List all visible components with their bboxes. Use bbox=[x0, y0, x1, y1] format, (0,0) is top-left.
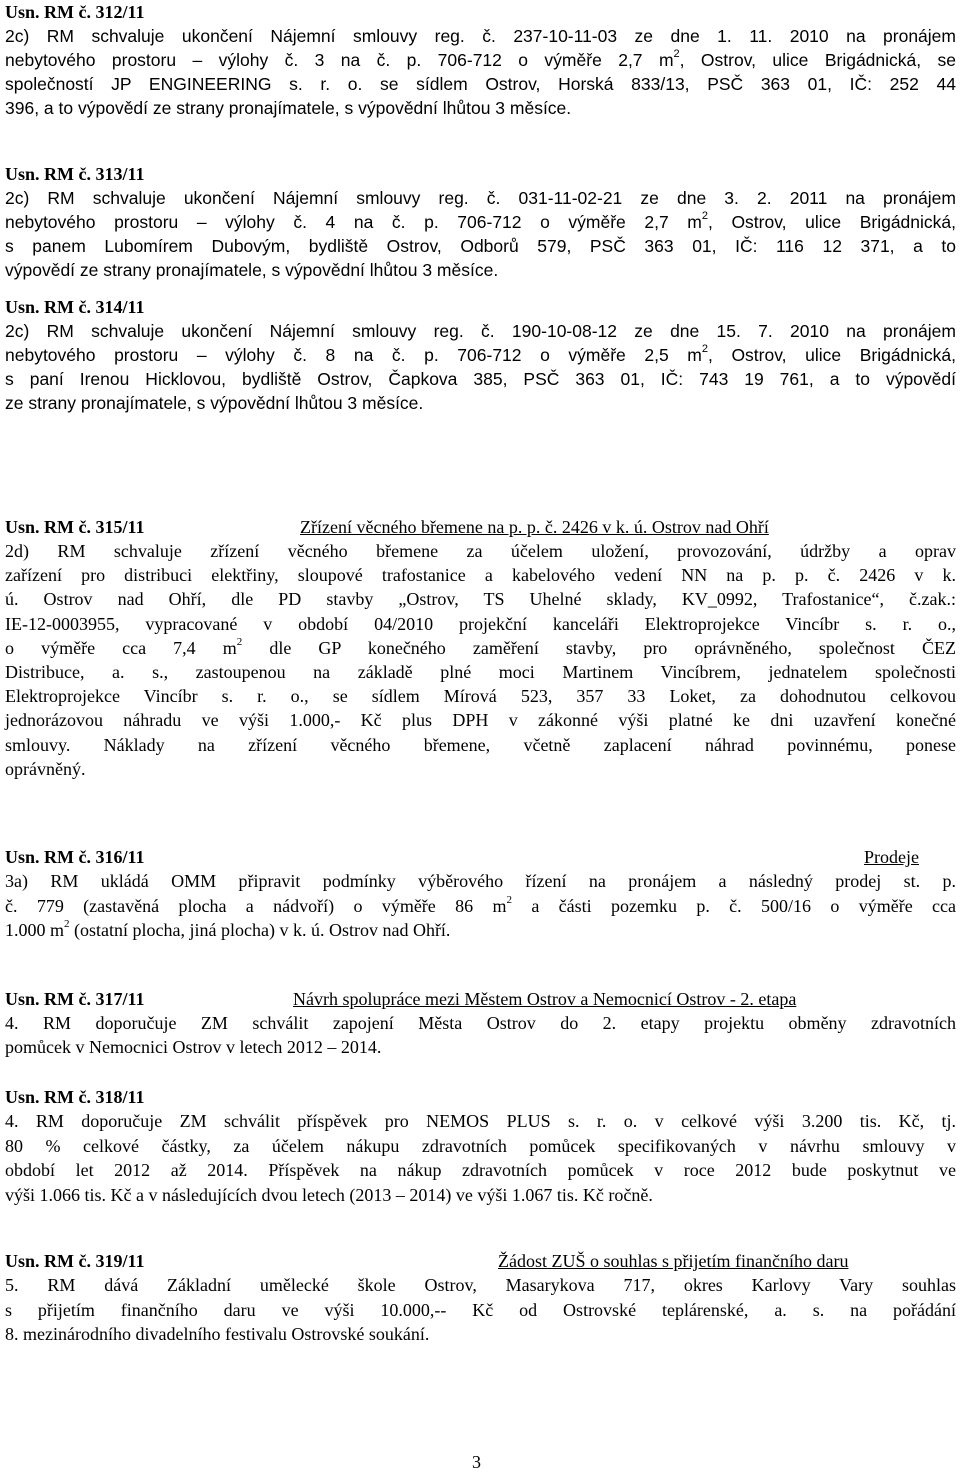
text-run: ú. Ostrov nad Ohří, dle PD stavby „Ostrov, TS Uhelné sklady, KV_0992, Trafostanice“, č.zak.: bbox=[5, 589, 956, 610]
resolution-text-line bbox=[5, 1134, 956, 1158]
superscript: 2 bbox=[701, 210, 708, 223]
resolution-text-line bbox=[5, 869, 956, 893]
resolution-text-line bbox=[5, 1158, 956, 1182]
resolution-text-line bbox=[5, 587, 956, 611]
resolution-text-line bbox=[5, 612, 956, 636]
resolution-topic: Žádost ZUŠ o souhlas s přijetím finančního daru bbox=[498, 1251, 849, 1271]
text-run: 8. mezinárodního divadelního festivalu Ostrovské soukání. bbox=[5, 1324, 430, 1344]
resolution-number: Usn. RM č. 316/11 bbox=[5, 847, 145, 867]
resolution-header bbox=[5, 1249, 956, 1273]
resolution-text-line bbox=[5, 24, 956, 48]
text-run: nebytového prostoru – výlohy č. 4 na č. p. 706-712 o výměře 2,7 m bbox=[5, 212, 702, 232]
resolution-text-line bbox=[5, 96, 956, 120]
resolution-topic: Zřízení věcného břemene na p. p. č. 2426 v k. ú. Ostrov nad Ohří bbox=[300, 517, 769, 537]
resolution-text-line bbox=[5, 757, 956, 781]
text-run: období let 2012 až 2014. Příspěvek na nákup zdravotních pomůcek v roce 2012 bude poskytnut ve bbox=[5, 1160, 956, 1180]
resolution-text-line bbox=[5, 1183, 956, 1207]
text-run: 5. RM dává Základní umělecké škole Ostrov, Masarykova 717, okres Karlovy Vary souhlas bbox=[5, 1275, 956, 1295]
text-run: 2c) RM schvaluje ukončení Nájemní smlouvy reg. č. 190-10-08-12 ze dne 15. 7. 2010 na pronájem bbox=[5, 321, 956, 341]
resolution-text-line bbox=[5, 660, 956, 684]
resolution-number: Usn. RM č. 312/11 bbox=[5, 2, 145, 22]
text-run: nebytového prostoru – výlohy č. 3 na č. p. 706-712 o výměře 2,7 m bbox=[5, 50, 674, 70]
resolution-header bbox=[5, 162, 956, 186]
resolution-number: Usn. RM č. 315/11 bbox=[5, 517, 145, 537]
resolution-header bbox=[5, 987, 956, 1011]
text-run: IE-12-0003955, vypracované v období 04/2010 projekční kanceláři Elektroprojekce Vincíbr s. r. o., bbox=[5, 613, 956, 634]
resolution-number: Usn. RM č. 317/11 bbox=[5, 989, 145, 1009]
resolution-text-line bbox=[5, 367, 956, 391]
resolution-text-line bbox=[5, 258, 956, 282]
resolution-text-line bbox=[5, 72, 956, 96]
text-run: ze strany pronajímatele, s výpovědní lhůtou 3 měsíce. bbox=[5, 393, 424, 413]
text-run: Elektroprojekce Vincíbr s. r. o., se sídlem Mírová 523, 357 33 Loket, za dohodnutou celkovou bbox=[5, 686, 956, 707]
resolution-text-line bbox=[5, 210, 956, 234]
resolution-header bbox=[5, 295, 956, 319]
text-run: 3a) RM ukládá OMM připravit podmínky výběrového řízení na pronájem a následný prodej st. p. bbox=[5, 871, 956, 891]
text-run: smlouvy. Náklady na zřízení věcného břemene, včetně zaplacení náhrad povinnému, ponese bbox=[5, 734, 956, 755]
text-run: výpovědí ze strany pronajímatele, s výpovědní lhůtou 3 měsíce. bbox=[5, 260, 499, 280]
text-run: 396, a to výpovědí ze strany pronajímatele, s výpovědní lhůtou 3 měsíce. bbox=[5, 98, 572, 118]
superscript: 2 bbox=[236, 635, 243, 648]
resolution-text-line bbox=[5, 186, 956, 210]
resolution-number: Usn. RM č. 319/11 bbox=[5, 1251, 145, 1271]
text-run: 80 % celkové částky, za účelem nákupu zdravotních pomůcek specifikovaných v návrhu smlouvy v bbox=[5, 1135, 956, 1156]
superscript: 2 bbox=[673, 48, 680, 61]
resolution-text-line bbox=[5, 319, 956, 343]
resolution-text-line bbox=[5, 708, 956, 732]
text-run: společností JP ENGINEERING s. r. o. se sídlem Ostrov, Horská 833/13, PSČ 363 01, IČ: 252 44 bbox=[5, 74, 956, 94]
resolution-topic: Návrh spolupráce mezi Městem Ostrov a Nemocnicí Ostrov - 2. etapa bbox=[293, 989, 797, 1009]
text-run: (ostatní plocha, jiná plocha) v k. ú. Ostrov nad Ohří. bbox=[69, 920, 451, 940]
resolution-header bbox=[5, 0, 956, 24]
resolution-text-line bbox=[5, 1109, 956, 1133]
resolution-number: Usn. RM č. 318/11 bbox=[5, 1087, 145, 1107]
resolution-text-line bbox=[5, 1011, 956, 1035]
text-run: 4. RM doporučuje ZM schválit zapojení Města Ostrov do 2. etapy projektu obměny zdravotních bbox=[5, 1013, 956, 1033]
resolution-number: Usn. RM č. 313/11 bbox=[5, 164, 145, 184]
resolution-text-line bbox=[5, 539, 956, 563]
text-run: s panem Lubomírem Dubovým, bydliště Ostrov, Odborů 579, PSČ 363 01, IČ: 116 12 371, a to bbox=[5, 236, 956, 256]
text-run: Distribuce, a. s., zastoupenou na základě plné moci Martinem Vincíbrem, jednatelem společnosti bbox=[5, 662, 956, 682]
resolution-number: Usn. RM č. 314/11 bbox=[5, 297, 145, 317]
resolution-text-line bbox=[5, 563, 956, 587]
text-run: a části pozemku p. č. 500/16 o výměře cca bbox=[511, 895, 956, 916]
resolution-text-line bbox=[5, 918, 956, 942]
resolution-topic: Prodeje bbox=[864, 847, 919, 867]
text-run: , Ostrov, ulice Brigádnická, bbox=[708, 345, 957, 365]
text-run: jednorázovou náhradu ve výši 1.000,- Kč plus DPH v zákonné výši platné ke dni uzavření konečné bbox=[5, 710, 956, 731]
resolution-text-line bbox=[5, 636, 956, 660]
resolution-text-line bbox=[5, 343, 956, 367]
resolution-header bbox=[5, 515, 956, 539]
text-run: č. 779 (zastavěná plocha a nádvoří) o výměře 86 m bbox=[5, 895, 507, 916]
resolution-text-line bbox=[5, 684, 956, 708]
resolution-text-line bbox=[5, 1273, 956, 1297]
text-run: 1.000 m bbox=[5, 920, 65, 940]
resolution-text-line bbox=[5, 391, 956, 415]
resolution-text-line bbox=[5, 733, 956, 757]
superscript: 2 bbox=[701, 343, 708, 356]
text-run: 2d) RM schvaluje zřízení věcného břemene za účelem uložení, provozování, údržby a oprav bbox=[5, 541, 956, 561]
text-run: 2c) RM schvaluje ukončení Nájemní smlouvy reg. č. 031-11-02-21 ze dne 3. 2. 2011 na pronájem bbox=[5, 188, 956, 208]
text-run: o výměře cca 7,4 m bbox=[5, 637, 237, 658]
resolution-text-line bbox=[5, 894, 956, 918]
text-run: s přijetím finančního daru ve výši 10.000,-- Kč od Ostrovské teplárenské, a. s. na pořádání bbox=[5, 1299, 956, 1320]
text-run: zařízení pro distribuci elektřiny, sloupové trafostanice a kabelového vedení NN na p. p. č. 2426 v k. bbox=[5, 565, 956, 586]
resolution-text-line bbox=[5, 234, 956, 258]
resolution-header bbox=[5, 845, 956, 869]
text-run: 4. RM doporučuje ZM schválit příspěvek pro NEMOS PLUS s. r. o. v celkové výši 3.200 tis. Kč, tj. bbox=[5, 1111, 956, 1131]
resolution-text-line bbox=[5, 1035, 956, 1059]
text-run: pomůcek v Nemocnici Ostrov v letech 2012 – 2014. bbox=[5, 1037, 382, 1057]
resolution-header bbox=[5, 1085, 956, 1109]
text-run: výši 1.066 tis. Kč a v následujících dvou letech (2013 – 2014) ve výši 1.067 tis. Kč ročně. bbox=[5, 1184, 653, 1205]
text-run: s paní Irenou Hicklovou, bydliště Ostrov, Čapkova 385, PSČ 363 01, IČ: 743 19 761, a to výpovědí bbox=[5, 369, 956, 389]
resolution-text-line bbox=[5, 48, 956, 72]
page-number: 3 bbox=[472, 1452, 481, 1472]
text-run: dle GP konečného zaměření stavby, pro oprávněného, společnost ČEZ bbox=[242, 637, 956, 658]
superscript: 2 bbox=[506, 893, 512, 906]
text-run: , Ostrov, ulice Brigádnická, se bbox=[679, 50, 957, 70]
resolution-text-line bbox=[5, 1322, 956, 1346]
text-run: nebytového prostoru – výlohy č. 8 na č. p. 706-712 o výměře 2,5 m bbox=[5, 345, 702, 365]
resolution-text-line bbox=[5, 1298, 956, 1322]
text-run: 2c) RM schvaluje ukončení Nájemní smlouvy reg. č. 237-10-11-03 ze dne 1. 11. 2010 na pronájem bbox=[5, 26, 956, 46]
text-run: , Ostrov, ulice Brigádnická, bbox=[708, 212, 957, 232]
superscript: 2 bbox=[64, 918, 70, 930]
text-run: oprávněný. bbox=[5, 758, 86, 779]
